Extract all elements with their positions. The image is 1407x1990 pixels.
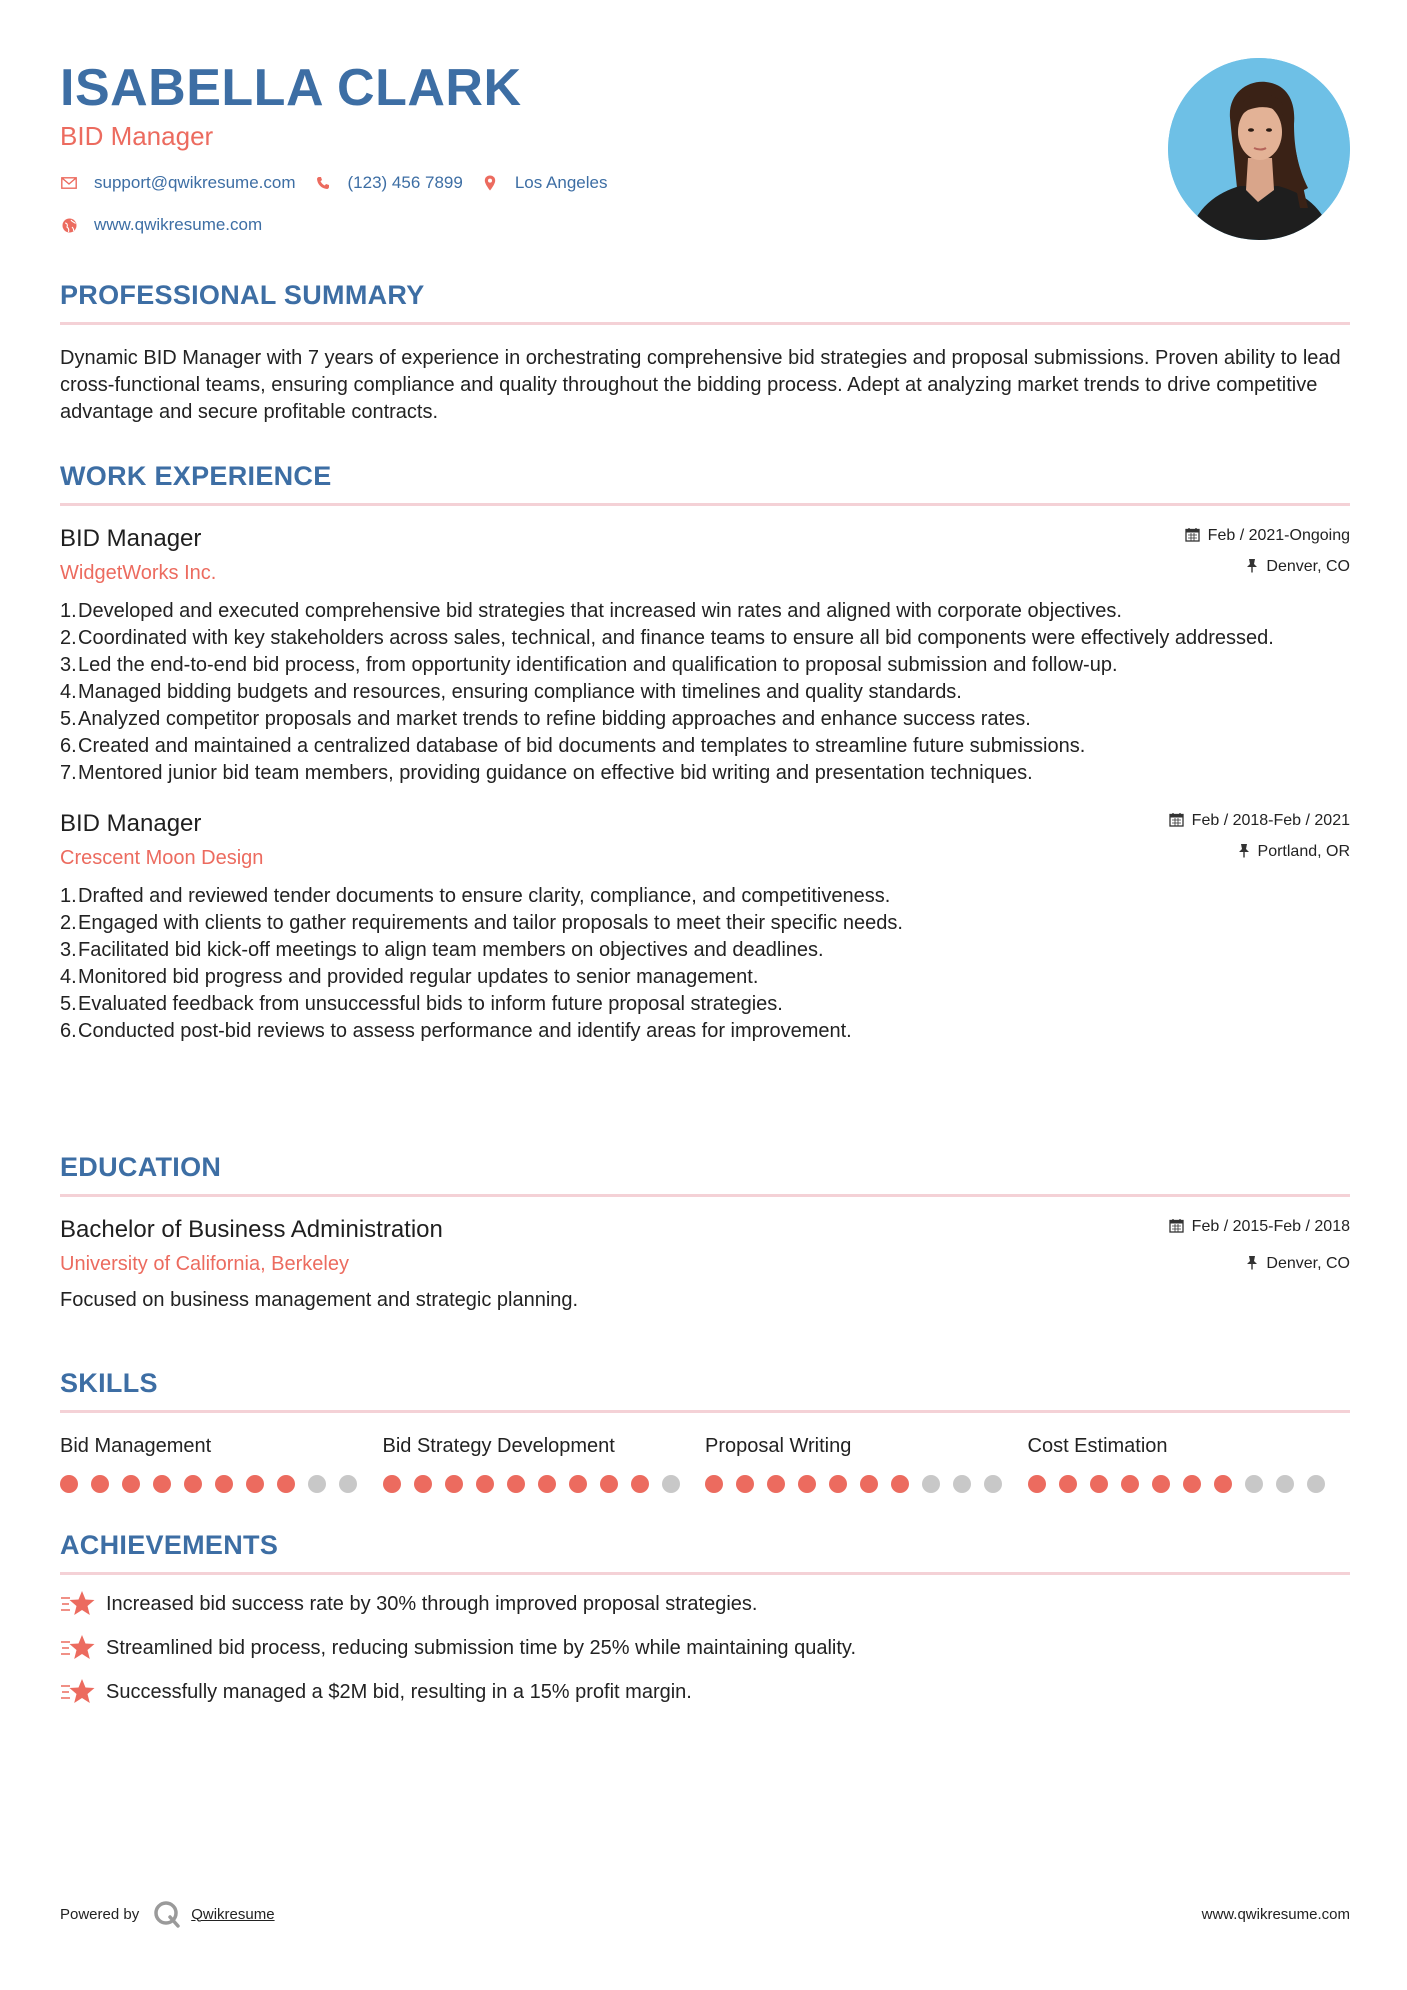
achievements-list <box>60 1587 1350 1709</box>
email-link[interactable]: support@qwikresume.com <box>94 173 296 192</box>
candidate-name: ISABELLA CLARK <box>60 59 522 117</box>
skill-rating <box>383 1475 706 1493</box>
skill-name: Cost Estimation <box>1027 1435 1168 1457</box>
skill-dot-empty <box>1276 1475 1294 1493</box>
skill-dot-filled <box>631 1475 649 1493</box>
job-dates: Feb / 2018-Feb / 2021 <box>1191 812 1350 829</box>
skill-dot-filled <box>1121 1475 1139 1493</box>
achievement-item <box>60 1587 1350 1621</box>
location-text: Los Angeles <box>514 173 608 192</box>
phone-text[interactable]: (123) 456 7899 <box>347 173 463 192</box>
achievements-section <box>60 1528 1350 1709</box>
shooting-star-icon <box>60 1633 96 1663</box>
skill-dot-filled <box>1214 1475 1232 1493</box>
job-company: WidgetWorks Inc. <box>60 562 217 584</box>
skill-dot-filled <box>1059 1475 1077 1493</box>
job-header <box>60 809 1350 871</box>
skill-item <box>60 1433 383 1493</box>
experience-heading: WORK EXPERIENCE <box>60 461 332 491</box>
calendar-icon <box>1169 812 1184 831</box>
skill-dot-filled <box>538 1475 556 1493</box>
skill-dot-filled <box>767 1475 785 1493</box>
summary-section <box>60 278 1350 426</box>
education-section <box>60 1150 1350 1314</box>
education-location: Denver, CO <box>1266 1255 1350 1272</box>
skill-dot-filled <box>600 1475 618 1493</box>
section-divider <box>60 503 1350 506</box>
school-name: University of California, Berkeley <box>60 1253 349 1275</box>
skill-dot-filled <box>1183 1475 1201 1493</box>
job-meta <box>1185 524 1350 579</box>
education-heading: EDUCATION <box>60 1152 222 1182</box>
skill-dot-filled <box>215 1475 233 1493</box>
summary-text: Dynamic BID Manager with 7 years of experience in orchestrating comprehensive bid strategies and proposal submissions. Proven ability to lead cross-functional teams, ensuring compliance and quality throughout the bidding process. Adept at analyzing market trends to drive competitive advantage and secure profitable contracts. <box>60 347 1341 423</box>
resume-header <box>60 58 1060 238</box>
list-item: 5. Analyzed competitor proposals and market trends to refine bidding approaches and enhance success rates. <box>60 708 1031 730</box>
skill-dot-filled <box>60 1475 78 1493</box>
skill-item <box>705 1433 1028 1493</box>
list-item: 7. Mentored junior bid team members, providing guidance on effective bid writing and presentation techniques. <box>60 762 1033 784</box>
skill-dot-filled <box>705 1475 723 1493</box>
candidate-role: BID Manager <box>60 121 214 151</box>
skill-dot-filled <box>383 1475 401 1493</box>
skill-dot-filled <box>569 1475 587 1493</box>
job-header <box>60 524 1350 586</box>
skill-item <box>383 1433 706 1493</box>
shooting-star-icon <box>60 1589 96 1619</box>
achievement-item <box>60 1631 1350 1665</box>
qwikresume-logo-icon <box>153 1900 181 1928</box>
achievement-text: Increased bid success rate by 30% through improved proposal strategies. <box>106 1592 758 1615</box>
skill-rating <box>60 1475 383 1493</box>
shooting-star-icon <box>60 1677 96 1707</box>
brand-link[interactable]: Qwikresume <box>191 1905 275 1923</box>
skill-dot-empty <box>339 1475 357 1493</box>
skill-name: Bid Management <box>60 1435 212 1457</box>
skill-name: Proposal Writing <box>705 1435 852 1457</box>
skill-dot-empty <box>1245 1475 1263 1493</box>
job-bullets <box>60 598 1350 787</box>
skill-rating <box>1028 1475 1351 1493</box>
powered-by <box>60 1900 275 1928</box>
education-header <box>60 1215 1350 1277</box>
skill-dot-empty <box>308 1475 326 1493</box>
skills-section <box>60 1366 1350 1493</box>
globe-icon <box>60 218 78 233</box>
job-location: Portland, OR <box>1257 843 1350 860</box>
skill-dot-empty <box>953 1475 971 1493</box>
skill-dot-filled <box>891 1475 909 1493</box>
job-title: BID Manager <box>60 525 202 552</box>
job-dates: Feb / 2021-Ongoing <box>1207 527 1350 544</box>
website-link[interactable]: www.qwikresume.com <box>94 215 263 234</box>
skill-dot-filled <box>1090 1475 1108 1493</box>
job-meta <box>1169 809 1350 864</box>
list-item: 3. Led the end-to-end bid process, from opportunity identification and qualification to proposal submission and follow-up. <box>60 654 1118 676</box>
list-item: 6. Created and maintained a centralized database of bid documents and templates to streamline future submissions. <box>60 735 1086 757</box>
pushpin-icon <box>1238 843 1250 862</box>
skill-dot-filled <box>860 1475 878 1493</box>
achievement-text: Streamlined bid process, reducing submission time by 25% while maintaining quality. <box>106 1636 856 1659</box>
pushpin-icon <box>1246 1255 1258 1274</box>
phone-icon <box>314 176 332 190</box>
skill-item <box>1028 1433 1351 1493</box>
footer-website-link[interactable]: www.qwikresume.com <box>1201 1905 1350 1923</box>
email-icon <box>60 177 78 189</box>
skill-rating <box>705 1475 1028 1493</box>
skill-dot-empty <box>1307 1475 1325 1493</box>
skills-list <box>60 1433 1350 1493</box>
achievements-heading: ACHIEVEMENTS <box>60 1530 279 1560</box>
skill-dot-filled <box>736 1475 754 1493</box>
experience-section <box>60 459 1350 1045</box>
list-item: 2. Coordinated with key stakeholders across sales, technical, and finance teams to ensure all bid components were effectively addressed. <box>60 627 1274 649</box>
education-meta <box>1169 1215 1350 1276</box>
powered-by-label: Powered by <box>60 1905 140 1923</box>
skill-dot-filled <box>476 1475 494 1493</box>
skill-dot-filled <box>153 1475 171 1493</box>
job-bullets <box>60 883 1350 1045</box>
section-divider <box>60 322 1350 325</box>
skill-name: Bid Strategy Development <box>382 1435 615 1457</box>
section-divider <box>60 1410 1350 1413</box>
skill-dot-filled <box>414 1475 432 1493</box>
skill-dot-filled <box>277 1475 295 1493</box>
job-title: BID Manager <box>60 810 202 837</box>
skill-dot-filled <box>184 1475 202 1493</box>
list-item: 3. Facilitated bid kick-off meetings to align team members on objectives and deadlines. <box>60 939 824 961</box>
achievement-text: Successfully managed a $2M bid, resulting in a 15% profit margin. <box>106 1680 692 1703</box>
skill-dot-filled <box>1152 1475 1170 1493</box>
skill-dot-filled <box>122 1475 140 1493</box>
summary-heading: PROFESSIONAL SUMMARY <box>60 280 425 310</box>
job-entry <box>60 809 1350 1045</box>
pushpin-icon <box>1246 558 1258 577</box>
skill-dot-filled <box>829 1475 847 1493</box>
skill-dot-filled <box>798 1475 816 1493</box>
page-footer <box>60 1900 1350 1928</box>
job-entry <box>60 524 1350 787</box>
skill-dot-filled <box>246 1475 264 1493</box>
list-item: 1. Developed and executed comprehensive bid strategies that increased win rates and aligned with corporate objectives. <box>60 600 1122 622</box>
list-item: 6. Conducted post-bid reviews to assess performance and identify areas for improvement. <box>60 1020 852 1042</box>
list-item: 5. Evaluated feedback from unsuccessful bids to inform future proposal strategies. <box>60 993 783 1015</box>
job-location: Denver, CO <box>1266 558 1350 575</box>
skill-dot-empty <box>984 1475 1002 1493</box>
section-divider <box>60 1194 1350 1197</box>
calendar-icon <box>1169 1218 1184 1237</box>
list-item: 2. Engaged with clients to gather requirements and tailor proposals to meet their specific needs. <box>60 912 903 934</box>
education-dates: Feb / 2015-Feb / 2018 <box>1191 1218 1350 1235</box>
skill-dot-filled <box>507 1475 525 1493</box>
calendar-icon <box>1185 527 1200 546</box>
skill-dot-empty <box>922 1475 940 1493</box>
contact-row-website <box>60 212 1060 238</box>
skill-dot-filled <box>445 1475 463 1493</box>
contact-row <box>60 170 1060 196</box>
skill-dot-filled <box>91 1475 109 1493</box>
list-item: 1. Drafted and reviewed tender documents to ensure clarity, compliance, and competitiveness. <box>60 885 891 907</box>
skill-dot-empty <box>662 1475 680 1493</box>
profile-photo <box>1168 58 1350 240</box>
list-item: 4. Monitored bid progress and provided regular updates to senior management. <box>60 966 759 988</box>
education-description: Focused on business management and strategic planning. <box>60 1289 579 1311</box>
achievement-item <box>60 1675 1350 1709</box>
skills-heading: SKILLS <box>60 1368 158 1398</box>
degree-title: Bachelor of Business Administration <box>60 1216 443 1243</box>
list-item: 4. Managed bidding budgets and resources, ensuring compliance with timelines and quality standards. <box>60 681 962 703</box>
skill-dot-filled <box>1028 1475 1046 1493</box>
section-divider <box>60 1572 1350 1575</box>
job-company: Crescent Moon Design <box>60 847 264 869</box>
location-pin-icon <box>481 175 499 191</box>
